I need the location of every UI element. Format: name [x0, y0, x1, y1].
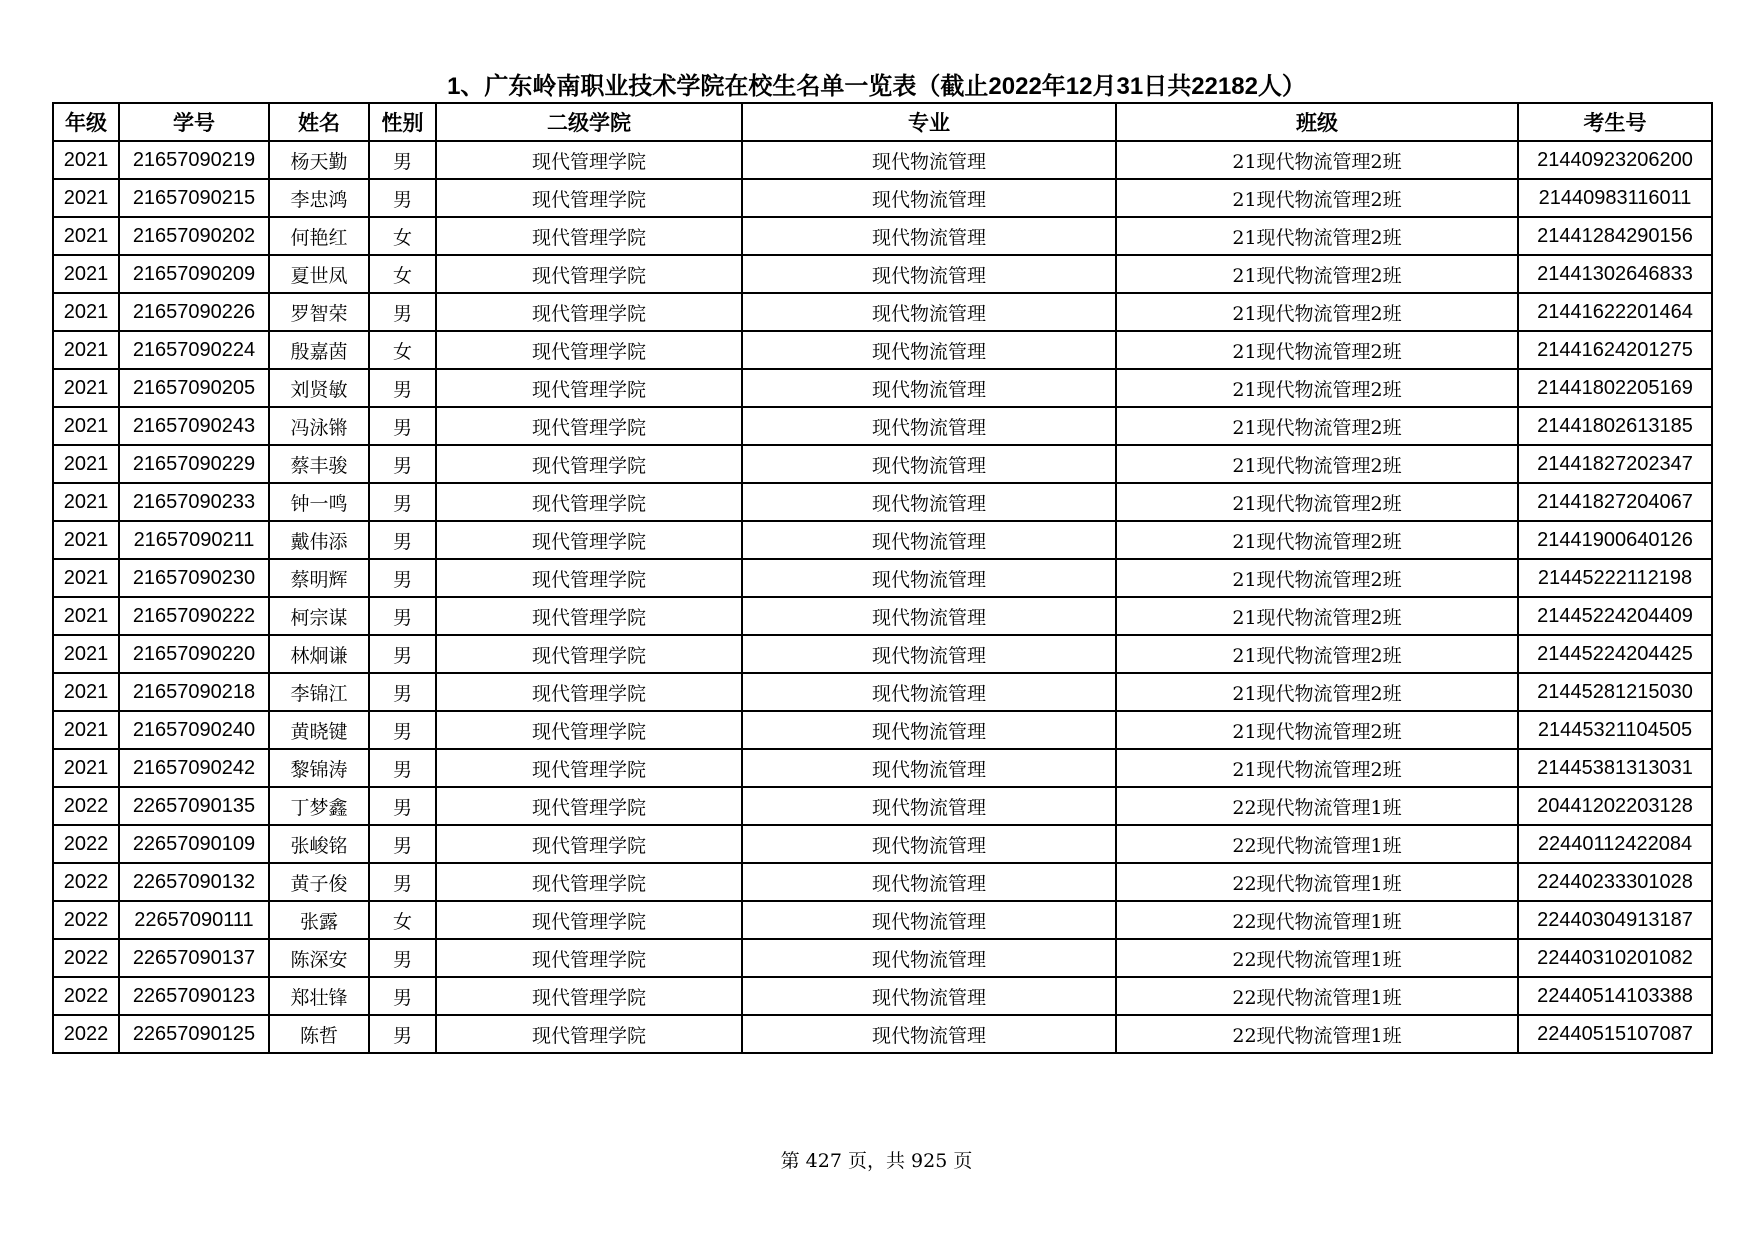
- gender-cell: 男: [369, 673, 436, 711]
- table-row: [53, 407, 1712, 445]
- college-cell: 现代管理学院: [436, 559, 742, 597]
- exam-number-cell: 22440310201082: [1518, 939, 1712, 977]
- grade-cell: 2021: [53, 331, 119, 369]
- gender-cell: 男: [369, 977, 436, 1015]
- exam-number-cell: 21441622201464: [1518, 293, 1712, 331]
- table-row: [53, 217, 1712, 255]
- grade-cell: 2021: [53, 407, 119, 445]
- table-row: [53, 977, 1712, 1015]
- table-row: [53, 597, 1712, 635]
- student-id-cell: 22657090125: [119, 1015, 269, 1053]
- major-cell: 现代物流管理: [742, 483, 1116, 521]
- gender-cell: 男: [369, 787, 436, 825]
- class-cell: 21现代物流管理2班: [1116, 445, 1518, 483]
- student-id-cell: 21657090215: [119, 179, 269, 217]
- gender-cell: 男: [369, 483, 436, 521]
- grade-cell: 2021: [53, 749, 119, 787]
- student-id-cell: 21657090219: [119, 141, 269, 179]
- major-cell: 现代物流管理: [742, 711, 1116, 749]
- class-cell: 21现代物流管理2班: [1116, 635, 1518, 673]
- college-cell: 现代管理学院: [436, 901, 742, 939]
- major-cell: 现代物流管理: [742, 217, 1116, 255]
- column-header-gender: 性别: [369, 103, 436, 141]
- grade-cell: 2022: [53, 825, 119, 863]
- grade-cell: 2022: [53, 939, 119, 977]
- table-row: [53, 293, 1712, 331]
- table-row: [53, 711, 1712, 749]
- class-cell: 22现代物流管理1班: [1116, 901, 1518, 939]
- student-id-cell: 21657090209: [119, 255, 269, 293]
- grade-cell: 2021: [53, 711, 119, 749]
- name-cell: 蔡明辉: [269, 559, 369, 597]
- major-cell: 现代物流管理: [742, 407, 1116, 445]
- name-cell: 柯宗谋: [269, 597, 369, 635]
- column-header-exam-number: 考生号: [1518, 103, 1712, 141]
- page-title: 1、广东岭南职业技术学院在校生名单一览表（截止2022年12月31日共22182人）: [447, 73, 1306, 100]
- exam-number-cell: 21445281215030: [1518, 673, 1712, 711]
- column-header-class: 班级: [1116, 103, 1518, 141]
- gender-cell: 男: [369, 825, 436, 863]
- gender-cell: 男: [369, 597, 436, 635]
- class-cell: 22现代物流管理1班: [1116, 977, 1518, 1015]
- exam-number-cell: 21441827202347: [1518, 445, 1712, 483]
- class-cell: 22现代物流管理1班: [1116, 939, 1518, 977]
- exam-number-cell: 21445222112198: [1518, 559, 1712, 597]
- gender-cell: 男: [369, 749, 436, 787]
- name-cell: 丁梦鑫: [269, 787, 369, 825]
- college-cell: 现代管理学院: [436, 255, 742, 293]
- major-cell: 现代物流管理: [742, 939, 1116, 977]
- column-header-college: 二级学院: [436, 103, 742, 141]
- grade-cell: 2022: [53, 787, 119, 825]
- class-cell: 21现代物流管理2班: [1116, 673, 1518, 711]
- grade-cell: 2021: [53, 597, 119, 635]
- grade-cell: 2021: [53, 141, 119, 179]
- gender-cell: 男: [369, 445, 436, 483]
- header-row: [53, 103, 1712, 141]
- major-cell: 现代物流管理: [742, 255, 1116, 293]
- gender-cell: 男: [369, 559, 436, 597]
- major-cell: 现代物流管理: [742, 293, 1116, 331]
- college-cell: 现代管理学院: [436, 445, 742, 483]
- class-cell: 21现代物流管理2班: [1116, 217, 1518, 255]
- college-cell: 现代管理学院: [436, 179, 742, 217]
- name-cell: 杨天勤: [269, 141, 369, 179]
- gender-cell: 男: [369, 521, 436, 559]
- major-cell: 现代物流管理: [742, 559, 1116, 597]
- class-cell: 21现代物流管理2班: [1116, 293, 1518, 331]
- class-cell: 21现代物流管理2班: [1116, 255, 1518, 293]
- class-cell: 21现代物流管理2班: [1116, 483, 1518, 521]
- table-row: [53, 179, 1712, 217]
- college-cell: 现代管理学院: [436, 749, 742, 787]
- college-cell: 现代管理学院: [436, 711, 742, 749]
- student-id-cell: 21657090205: [119, 369, 269, 407]
- table-row: [53, 483, 1712, 521]
- class-cell: 21现代物流管理2班: [1116, 331, 1518, 369]
- table-row: [53, 559, 1712, 597]
- student-id-cell: 21657090222: [119, 597, 269, 635]
- gender-cell: 女: [369, 255, 436, 293]
- grade-cell: 2021: [53, 217, 119, 255]
- major-cell: 现代物流管理: [742, 863, 1116, 901]
- grade-cell: 2021: [53, 521, 119, 559]
- name-cell: 殷嘉茵: [269, 331, 369, 369]
- class-cell: 21现代物流管理2班: [1116, 179, 1518, 217]
- exam-number-cell: 22440112422084: [1518, 825, 1712, 863]
- exam-number-cell: 22440515107087: [1518, 1015, 1712, 1053]
- student-id-cell: 22657090123: [119, 977, 269, 1015]
- class-cell: 21现代物流管理2班: [1116, 521, 1518, 559]
- exam-number-cell: 21440923206200: [1518, 141, 1712, 179]
- table-body: [53, 141, 1712, 1053]
- exam-number-cell: 21441802613185: [1518, 407, 1712, 445]
- table-row: [53, 369, 1712, 407]
- student-id-cell: 21657090211: [119, 521, 269, 559]
- gender-cell: 女: [369, 217, 436, 255]
- college-cell: 现代管理学院: [436, 673, 742, 711]
- name-cell: 黎锦涛: [269, 749, 369, 787]
- major-cell: 现代物流管理: [742, 141, 1116, 179]
- exam-number-cell: 20441202203128: [1518, 787, 1712, 825]
- college-cell: 现代管理学院: [436, 977, 742, 1015]
- gender-cell: 男: [369, 1015, 436, 1053]
- major-cell: 现代物流管理: [742, 673, 1116, 711]
- student-id-cell: 21657090230: [119, 559, 269, 597]
- exam-number-cell: 21441302646833: [1518, 255, 1712, 293]
- class-cell: 21现代物流管理2班: [1116, 141, 1518, 179]
- grade-cell: 2021: [53, 255, 119, 293]
- name-cell: 李忠鸿: [269, 179, 369, 217]
- student-id-cell: 21657090224: [119, 331, 269, 369]
- class-cell: 21现代物流管理2班: [1116, 749, 1518, 787]
- gender-cell: 男: [369, 711, 436, 749]
- class-cell: 21现代物流管理2班: [1116, 559, 1518, 597]
- exam-number-cell: 21441802205169: [1518, 369, 1712, 407]
- grade-cell: 2021: [53, 179, 119, 217]
- college-cell: 现代管理学院: [436, 787, 742, 825]
- class-cell: 22现代物流管理1班: [1116, 863, 1518, 901]
- column-header-major: 专业: [742, 103, 1116, 141]
- gender-cell: 男: [369, 407, 436, 445]
- exam-number-cell: 21441827204067: [1518, 483, 1712, 521]
- major-cell: 现代物流管理: [742, 445, 1116, 483]
- college-cell: 现代管理学院: [436, 369, 742, 407]
- column-header-grade: 年级: [53, 103, 119, 141]
- college-cell: 现代管理学院: [436, 483, 742, 521]
- page-footer: 第 427 页，共 925 页: [780, 1150, 973, 1172]
- gender-cell: 男: [369, 939, 436, 977]
- gender-cell: 男: [369, 179, 436, 217]
- exam-number-cell: 21445321104505: [1518, 711, 1712, 749]
- major-cell: 现代物流管理: [742, 635, 1116, 673]
- grade-cell: 2022: [53, 1015, 119, 1053]
- table-row: [53, 521, 1712, 559]
- exam-number-cell: 21441900640126: [1518, 521, 1712, 559]
- name-cell: 陈哲: [269, 1015, 369, 1053]
- table-row: [53, 331, 1712, 369]
- gender-cell: 男: [369, 635, 436, 673]
- grade-cell: 2021: [53, 635, 119, 673]
- name-cell: 郑壮锋: [269, 977, 369, 1015]
- table-row: [53, 749, 1712, 787]
- name-cell: 黄晓键: [269, 711, 369, 749]
- name-cell: 何艳红: [269, 217, 369, 255]
- table-row: [53, 1015, 1712, 1053]
- student-id-cell: 21657090240: [119, 711, 269, 749]
- table-row: [53, 635, 1712, 673]
- college-cell: 现代管理学院: [436, 217, 742, 255]
- exam-number-cell: 21445224204409: [1518, 597, 1712, 635]
- student-id-cell: 21657090243: [119, 407, 269, 445]
- table-header: [53, 103, 1712, 141]
- major-cell: 现代物流管理: [742, 825, 1116, 863]
- student-id-cell: 22657090111: [119, 901, 269, 939]
- table-row: [53, 673, 1712, 711]
- table-row: [53, 863, 1712, 901]
- major-cell: 现代物流管理: [742, 597, 1116, 635]
- exam-number-cell: 22440514103388: [1518, 977, 1712, 1015]
- name-cell: 黄子俊: [269, 863, 369, 901]
- major-cell: 现代物流管理: [742, 521, 1116, 559]
- gender-cell: 男: [369, 369, 436, 407]
- column-header-student-id: 学号: [119, 103, 269, 141]
- grade-cell: 2021: [53, 369, 119, 407]
- table-row: [53, 825, 1712, 863]
- exam-number-cell: 21441624201275: [1518, 331, 1712, 369]
- exam-number-cell: 21445381313031: [1518, 749, 1712, 787]
- grade-cell: 2022: [53, 977, 119, 1015]
- class-cell: 22现代物流管理1班: [1116, 825, 1518, 863]
- table-row: [53, 255, 1712, 293]
- name-cell: 张露: [269, 901, 369, 939]
- exam-number-cell: 22440304913187: [1518, 901, 1712, 939]
- exam-number-cell: 22440233301028: [1518, 863, 1712, 901]
- student-id-cell: 22657090132: [119, 863, 269, 901]
- major-cell: 现代物流管理: [742, 901, 1116, 939]
- student-id-cell: 21657090229: [119, 445, 269, 483]
- major-cell: 现代物流管理: [742, 369, 1116, 407]
- name-cell: 冯泳锵: [269, 407, 369, 445]
- student-id-cell: 21657090226: [119, 293, 269, 331]
- name-cell: 夏世凤: [269, 255, 369, 293]
- college-cell: 现代管理学院: [436, 863, 742, 901]
- major-cell: 现代物流管理: [742, 749, 1116, 787]
- gender-cell: 女: [369, 901, 436, 939]
- student-id-cell: 22657090137: [119, 939, 269, 977]
- major-cell: 现代物流管理: [742, 331, 1116, 369]
- class-cell: 21现代物流管理2班: [1116, 711, 1518, 749]
- grade-cell: 2021: [53, 559, 119, 597]
- class-cell: 21现代物流管理2班: [1116, 597, 1518, 635]
- major-cell: 现代物流管理: [742, 179, 1116, 217]
- class-cell: 22现代物流管理1班: [1116, 1015, 1518, 1053]
- gender-cell: 女: [369, 331, 436, 369]
- college-cell: 现代管理学院: [436, 597, 742, 635]
- college-cell: 现代管理学院: [436, 825, 742, 863]
- table-row: [53, 787, 1712, 825]
- name-cell: 林炯谦: [269, 635, 369, 673]
- name-cell: 张峻铭: [269, 825, 369, 863]
- grade-cell: 2021: [53, 483, 119, 521]
- college-cell: 现代管理学院: [436, 1015, 742, 1053]
- college-cell: 现代管理学院: [436, 521, 742, 559]
- college-cell: 现代管理学院: [436, 635, 742, 673]
- college-cell: 现代管理学院: [436, 939, 742, 977]
- major-cell: 现代物流管理: [742, 977, 1116, 1015]
- grade-cell: 2021: [53, 445, 119, 483]
- student-roster-table: [52, 102, 1713, 1054]
- major-cell: 现代物流管理: [742, 1015, 1116, 1053]
- major-cell: 现代物流管理: [742, 787, 1116, 825]
- gender-cell: 男: [369, 141, 436, 179]
- gender-cell: 男: [369, 863, 436, 901]
- name-cell: 罗智荣: [269, 293, 369, 331]
- college-cell: 现代管理学院: [436, 293, 742, 331]
- column-header-name: 姓名: [269, 103, 369, 141]
- college-cell: 现代管理学院: [436, 331, 742, 369]
- name-cell: 蔡丰骏: [269, 445, 369, 483]
- grade-cell: 2021: [53, 673, 119, 711]
- name-cell: 钟一鸣: [269, 483, 369, 521]
- grade-cell: 2021: [53, 293, 119, 331]
- grade-cell: 2022: [53, 901, 119, 939]
- class-cell: 21现代物流管理2班: [1116, 369, 1518, 407]
- student-id-cell: 21657090220: [119, 635, 269, 673]
- exam-number-cell: 21441284290156: [1518, 217, 1712, 255]
- student-id-cell: 21657090242: [119, 749, 269, 787]
- college-cell: 现代管理学院: [436, 141, 742, 179]
- name-cell: 陈深安: [269, 939, 369, 977]
- student-id-cell: 22657090109: [119, 825, 269, 863]
- class-cell: 22现代物流管理1班: [1116, 787, 1518, 825]
- student-id-cell: 21657090233: [119, 483, 269, 521]
- student-id-cell: 21657090202: [119, 217, 269, 255]
- table-row: [53, 141, 1712, 179]
- student-id-cell: 21657090218: [119, 673, 269, 711]
- name-cell: 李锦江: [269, 673, 369, 711]
- student-id-cell: 22657090135: [119, 787, 269, 825]
- name-cell: 刘贤敏: [269, 369, 369, 407]
- grade-cell: 2022: [53, 863, 119, 901]
- exam-number-cell: 21445224204425: [1518, 635, 1712, 673]
- class-cell: 21现代物流管理2班: [1116, 407, 1518, 445]
- gender-cell: 男: [369, 293, 436, 331]
- name-cell: 戴伟添: [269, 521, 369, 559]
- table-row: [53, 939, 1712, 977]
- table-row: [53, 445, 1712, 483]
- exam-number-cell: 21440983116011: [1518, 179, 1712, 217]
- table-row: [53, 901, 1712, 939]
- college-cell: 现代管理学院: [436, 407, 742, 445]
